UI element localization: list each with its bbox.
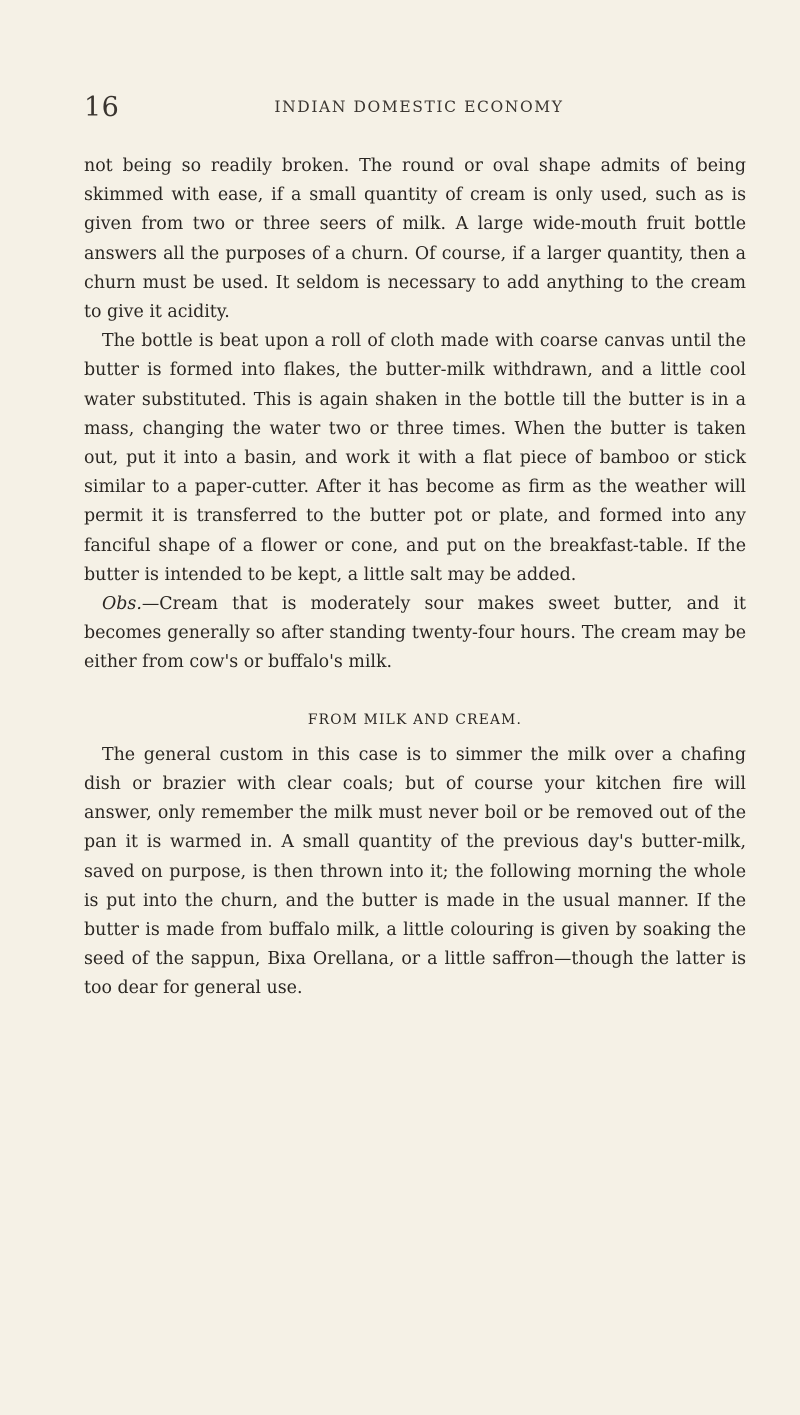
page-number: 16: [84, 92, 120, 123]
paragraph-observation: [84, 590, 746, 678]
section-heading: FROM MILK AND CREAM.: [307, 711, 523, 728]
paragraph-milk-and-cream: The general custom in this case is to simmer the milk over a chafing dish or brazier with clear coals; but of course your kitchen fire will answer, only remember the milk must never boil or be removed out of the pan it is warmed in. A small quantity of the previous day's butter-milk, saved on purpose, is then thrown into it; the following morning the whole is put into the churn, and the butter is made in the usual manner. If the butter is made from buffalo milk, a little colouring is given by soaking the seed of the sappun, Bixa Orellana, or a little saffron—though the latter is too dear for general use.: [84, 744, 746, 999]
obs-text: —Cream that is moderately sour makes sweet butter, and it becomes generally so after standing twenty-four hours. The cream may be either from cow's or buffalo's milk.: [84, 594, 746, 673]
page-header: [0, 92, 800, 132]
body-text: [84, 152, 746, 1004]
paragraph-churning: The bottle is beat upon a roll of cloth made with coarse canvas until the butter is formed into flakes, the butter-milk withdrawn, and a little cool water substituted. This is again shaken in the bottle till the butter is in a mass, changing the water two or three times. When the butter is taken out, put it into a basin, and work it with a flat piece of bamboo or stick similar to a paper-cutter. After it has become as firm as the weather will permit it is transferred to the butter pot or plate, and formed into any fanciful shape of a flower or cone, and put on the breakfast-table. If the butter is intended to be kept, a little salt may be added.: [84, 331, 746, 585]
paragraph-continued: not being so readily broken. The round or oval shape admits of being skimmed with ease, if a small quantity of cream is only used, such as is given from two or three seers of milk. A large wide-mouth fruit bottle answers all the purposes of a churn. Of course, if a larger quantity, then a churn must be used. It seldom is necessary to add anything to the cream to give it acidity.: [84, 156, 746, 323]
running-title: INDIAN DOMESTIC ECONOMY: [274, 98, 564, 116]
obs-label: Obs.: [102, 594, 142, 615]
